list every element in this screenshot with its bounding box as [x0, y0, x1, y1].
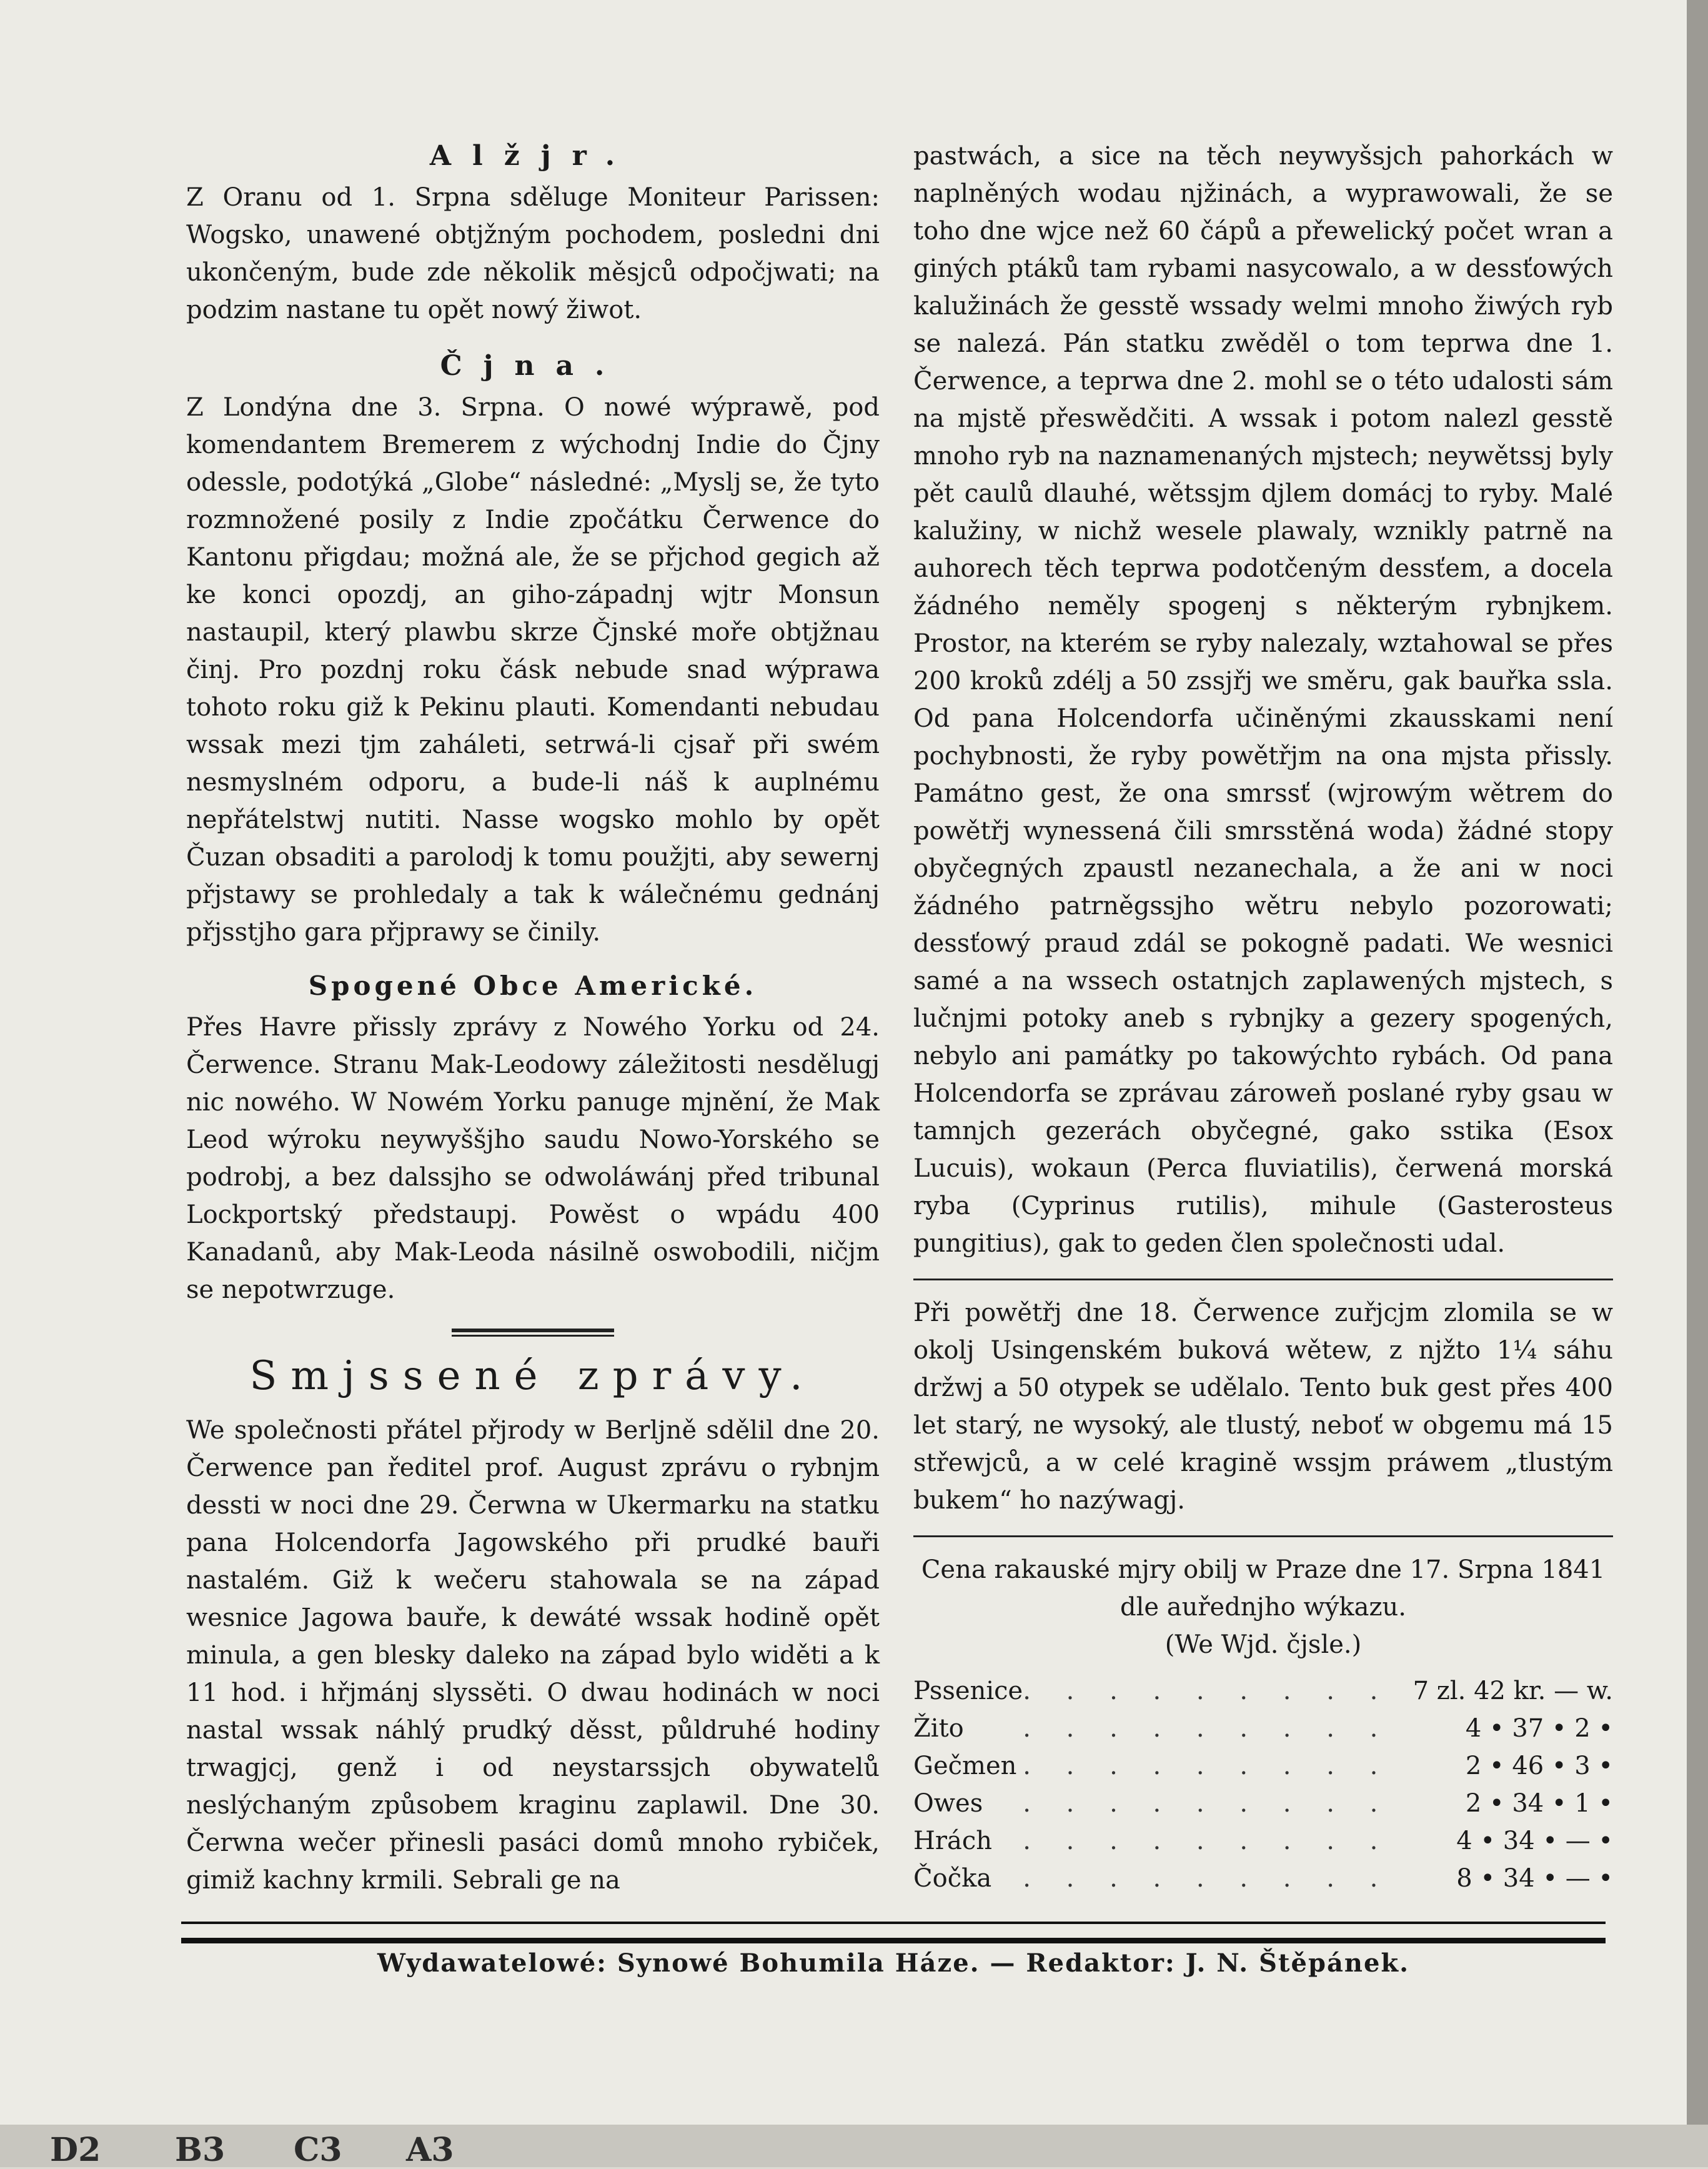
- leader-dots: . . . . . . . . .: [1023, 1752, 1392, 1780]
- article-cina: Z Londýna dne 3. Srpna. O nowé wýprawě, pod komendantem Bremerem z wýchodnj Indie do Čjny odessle, podotýká „Globe“ následné: „Myslj se, že tyto rozmnožené posily z Indie zpočátku Čerwence do Kantonu přigdau; možná ale, že se přjchod gegich až ke konci opozdj, an giho-západnj wjtr Monsun nastaupil, který plawbu skrze Čjnské moře obtjžnau činj. Pro pozdnj roku čásk nebude snad wýprawa tohoto roku giž k Pekinu plauti. Komendanti nebudau wssak mezi tjm zaháleti, setrwá-li cjsař při swém nesmyslném odporu, a bude-li náš k auplnému nepřátelstwj nutiti. Nasse wogsko mohlo by opět Čuzan obsaditi a parolodj k tomu použjti, aby sewernj přjstawy se prohledaly a tak k wálečnému gednánj přjsstjho gara přjprawy se činily.: [186, 393, 880, 947]
- margin-mark: A3: [406, 2131, 454, 2169]
- price-row: [913, 1822, 1613, 1860]
- section-divider: [452, 1329, 614, 1337]
- leader-dots: . . . . . . . . .: [1023, 1827, 1392, 1855]
- article-beech-tree: Při powětřj dne 18. Čerwence zuřjcjm zlomila se w okolj Usingenském buková wětew, z njžto 1¼ sáhu držwj a 50 otypek se udělalo. Tento buk gest přes 400 let starý, ne wysoký, ale tlustý, neboť w obgemu má 15 střewjců, a w celé kragině wssjm práwem „tlustým bukem“ ho nazýwagj.: [913, 1299, 1613, 1515]
- footer-rule: [181, 1922, 1606, 1943]
- grain-name: Hrách: [913, 1827, 993, 1855]
- grain-price-list: [913, 1551, 1613, 1897]
- price-row: [913, 1860, 1613, 1897]
- margin-mark: D2: [50, 2131, 101, 2169]
- article-alzir: Z Oranu od 1. Srpna sděluge Moniteur Parissen: Wogsko, unawené obtjžným pochodem, posledni dni ukončeným, bude zde několik měsjců odpočjwati; na podzim nastane tu opět nowý žiwot.: [186, 183, 880, 324]
- price-row: [913, 1747, 1613, 1785]
- leader-dots: . . . . . . . . .: [1023, 1789, 1392, 1818]
- grain-price: 8 • 34 • — •: [1456, 1864, 1613, 1893]
- article-america: Přes Havre přissly zprávy z Nowého Yorku od 24. Čerwence. Stranu Mak-Leodowy záležitosti nesdělugj nic nowého. W Nowém Yorku panuge mjnění, že Mak Leod wýroku neywyššjho saudu Nowo-Yorského se podrobj, a bez dalssjho se odwoláwánj před tribunal Lockportský předstaupj. Powěst o wpádu 400 Kanadanů, aby Mak-Leoda násilně oswobodili, ničjm se nepotwrzuge.: [186, 1013, 880, 1304]
- grain-name: Gečmen: [913, 1752, 1017, 1780]
- grain-name: Pssenice: [913, 1677, 1023, 1705]
- leader-dots: . . . . . . . . .: [1023, 1864, 1392, 1893]
- section-heading-cina: Čjna.: [440, 350, 626, 382]
- price-row: [913, 1672, 1613, 1710]
- publisher-footer: Wydawatelowé: Synowé Bohumila Háze. — Redaktor: J. N. Štěpánek.: [377, 1948, 1410, 1978]
- grain-price: 4 • 37 • 2 •: [1465, 1714, 1613, 1743]
- page-edge-shadow: [1687, 0, 1708, 2167]
- margin-mark: B3: [175, 2131, 226, 2169]
- grain-price: 2 • 34 • 1 •: [1465, 1789, 1613, 1818]
- leader-dots: . . . . . . . . .: [1023, 1677, 1392, 1705]
- grain-name: Owes: [913, 1789, 983, 1818]
- price-title: Cena rakauské mjry obilj w Praze dne 17. Srpna 1841: [921, 1555, 1606, 1584]
- price-row: [913, 1785, 1613, 1822]
- leader-dots: . . . . . . . . .: [1023, 1714, 1392, 1743]
- grain-price: 2 • 46 • 3 •: [1465, 1752, 1613, 1780]
- price-row: [913, 1710, 1613, 1747]
- grain-name: Žito: [913, 1714, 964, 1743]
- article-divider: [913, 1535, 1613, 1537]
- section-heading-mixed-news: Smjssené zprávy.: [249, 1353, 817, 1399]
- article-fish-rain: We společnosti přátel přjrody w Berljně sdělil dne 20. Čerwence pan ředitel prof. August zprávu o rybnjm dessti w noci dne 29. Čerwna w Ukermarku na statku pana Holcendorfa Jagowského při prudké bauři nastalém. Giž k wečeru stahowala se na západ wesnice Jagowa bauře, k dewáté wssak hodině opět minula, a gen blesky daleko na západ bylo widěti a k 11 hod. i hřjmánj slyssěti. O dwau hodinách w noci nastal wssak náhlý prudký děsst, půldruhé hodiny trwagjcj, genž i od neystarssjch obywatelů neslýchaným způsobem kraginu zaplawil. Dne 30. Čerwna wečer přinesli pasáci domů mnoho rybiček, gimiž kachny krmili. Sebrali ge na: [186, 1416, 880, 1895]
- price-currency-note: (We Wjd. čjsle.): [1164, 1630, 1362, 1659]
- section-heading-alzir: Alžjr.: [429, 140, 637, 172]
- section-heading-america: Spogené Obce Americké.: [308, 970, 758, 1001]
- left-column: [186, 137, 880, 1899]
- grain-price: 7 zl. 42 kr. — w.: [1413, 1677, 1613, 1705]
- scan-bottom-strip: [0, 2125, 1708, 2167]
- grain-price: 4 • 34 • — •: [1456, 1827, 1613, 1855]
- margin-mark: C3: [294, 2131, 342, 2169]
- article-divider: [913, 1279, 1613, 1280]
- right-column: [913, 137, 1613, 1897]
- article-fish-rain-continued: pastwách, a sice na těch neywyšsjch pahorkách w naplněných wodau njžinách, a wyprawowali, že se toho dne wjce než 60 čápů a přewelický počet wran a giných ptáků tam rybami nasycowalo, a w dessťowých kalužinách že gesstě wssady welmi mnoho žiwých ryb se nalezá. Pán statku zwěděl o tom teprwa dne 1. Čerwence, a teprwa dne 2. mohl se o této udalosti sám na mjstě přeswědčiti. A wssak i potom nalezl gesstě mnoho ryb na naznamenaných mjstech; neywětssj byly pět caulů dlauhé, wětssjm djlem domácj to ryby. Malé kalužiny, w nichž wesele plawaly, wznikly patrně na auhorech těch teprwa podotčeným dessťem, a docela žádného neměly spogenj s některým rybnjkem. Prostor, na kterém se ryby nalezaly, wztahowal se přes 200 kroků zdélj a 50 zssjřj we směru, gak bauřka ssla. Od pana Holcendorfa učiněnými zkausskami není pochybnosti, že ryby powětřjm na ona mjsta přissly. Památno gest, že ona smrssť (wjrowým wětrem do powětřj wynessená čili smrsstěná woda) žádné stopy obyčegných zpaustl nezanechala, a že ani w noci žádného patrněgssjho wětru nebylo pozorowati; dessťowý praud zdál se pokogně padati. We wesnici samé a na wssech ostatnjch zaplawených mjstech, s lučnjmi potoky aneb s rybnjky a gezery spogených, nebylo ani památky po takowýchto rybách. Od pana Holcendorfa se zprávau zároweň poslané ryby gsau w tamnjch gezerách obyčegné, gako sstika (Esox Lucuis), wokaun (Perca fluviatilis), čerwená morská ryba (Cyprinus rutilis), mihule (Gasterosteus pungitius), gak to geden člen společnosti udal.: [913, 142, 1613, 1258]
- price-table: [913, 1672, 1613, 1897]
- price-subtitle: dle auřednjho wýkazu.: [1120, 1593, 1406, 1622]
- grain-name: Čočka: [913, 1864, 992, 1893]
